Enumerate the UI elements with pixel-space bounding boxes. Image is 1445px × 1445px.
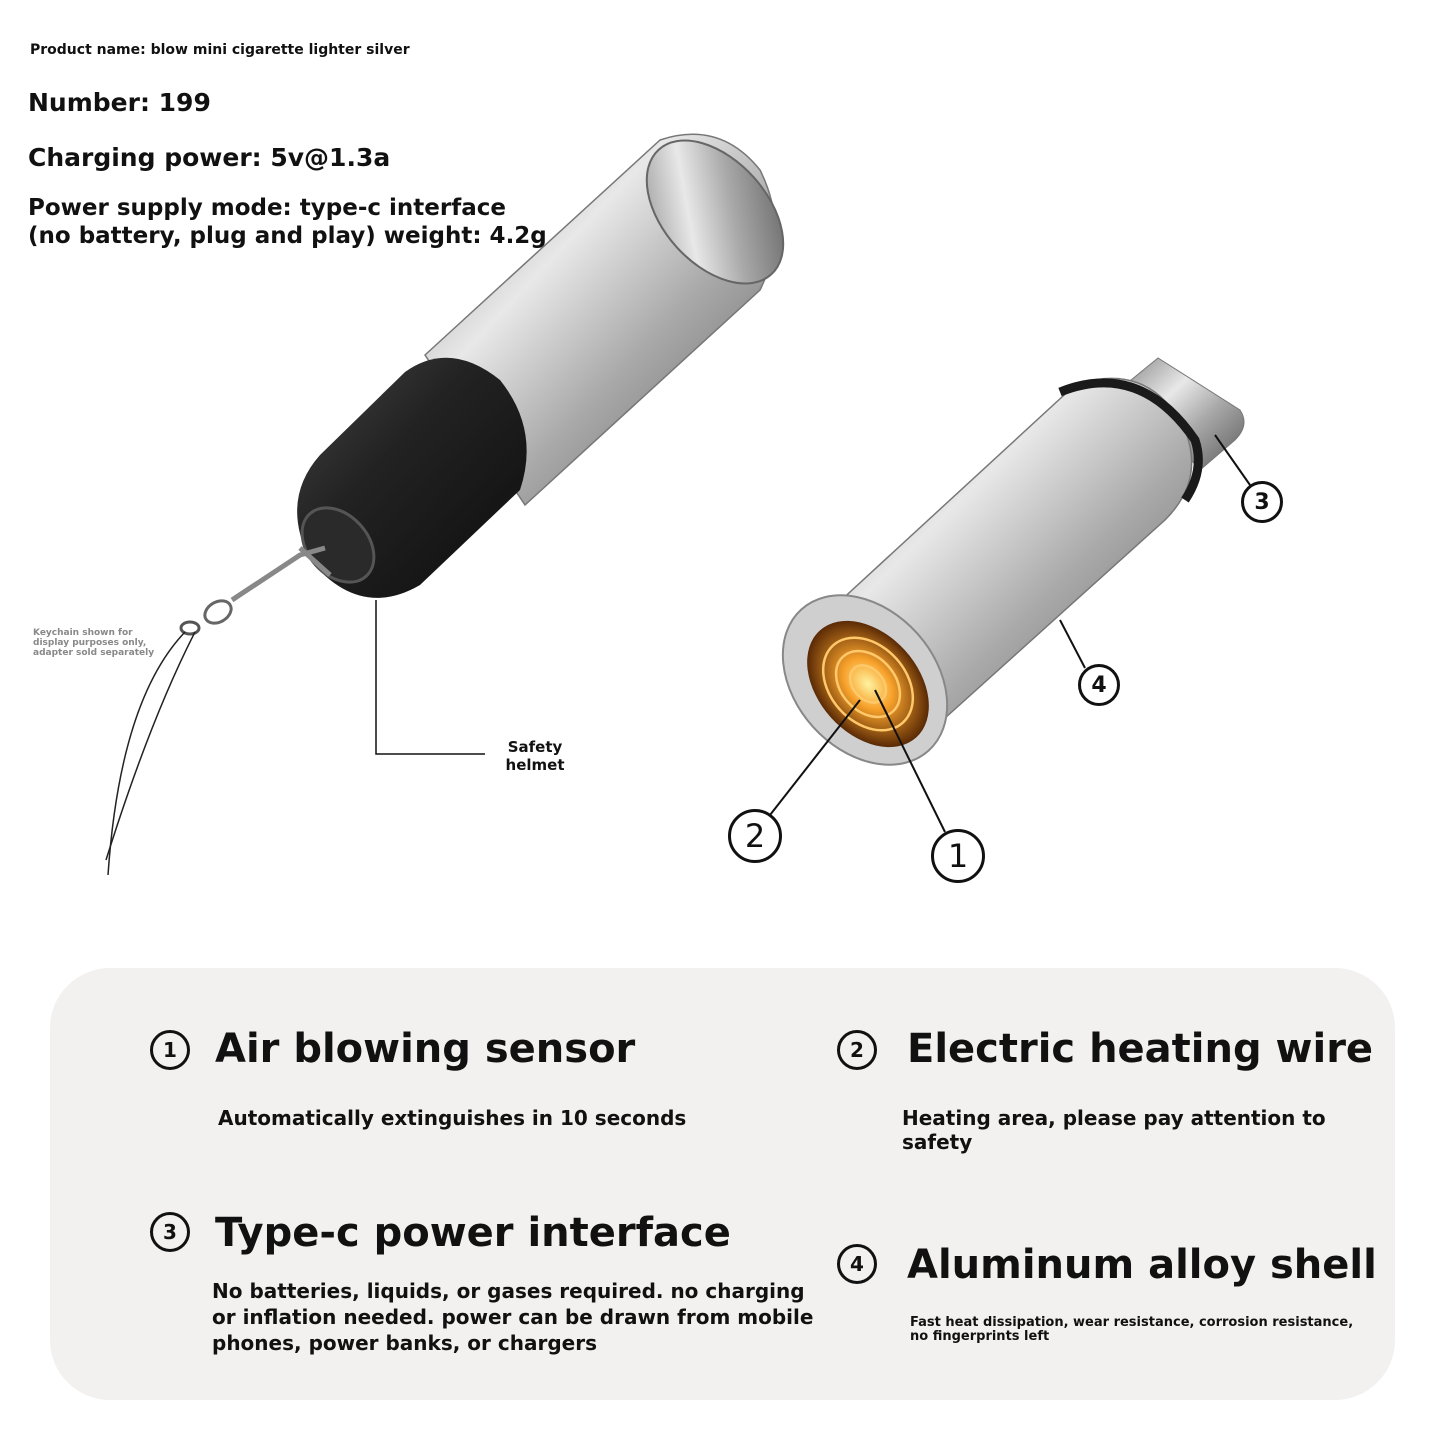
product-number: Number: 199 <box>28 88 211 117</box>
helmet-leader-line <box>376 600 485 754</box>
feature-1-title: Air blowing sensor <box>215 1026 636 1072</box>
feature-2-desc: Heating area, please pay attention to safety <box>902 1106 1326 1154</box>
lighter-open <box>749 358 1244 797</box>
charging-power: Charging power: 5v@1.3a <box>28 143 391 172</box>
feature-3-desc: No batteries, liquids, or gases required. no charging or inflation needed. power can be drawn from mobile phones, power banks, or chargers <box>212 1279 814 1355</box>
callout-3-badge: 3 <box>1241 481 1283 523</box>
product-name: Product name: blow mini cigarette lighter silver <box>30 42 410 58</box>
callout-4-badge: 4 <box>1078 664 1120 706</box>
feature-4-title: Aluminum alloy shell <box>907 1242 1377 1288</box>
feature-3-title: Type-c power interface <box>215 1210 731 1256</box>
features-panel <box>50 968 1395 1400</box>
callout-2-badge: 2 <box>728 809 782 863</box>
feature-4-desc: Fast heat dissipation, wear resistance, corrosion resistance, no fingerprints left <box>910 1315 1354 1344</box>
feature-2-number: 2 <box>837 1030 877 1070</box>
feature-4-number: 4 <box>837 1244 877 1284</box>
safety-helmet-label: Safety helmet <box>505 738 565 774</box>
feature-1-number: 1 <box>150 1030 190 1070</box>
keychain <box>106 548 330 875</box>
feature-2-title: Electric heating wire <box>907 1026 1374 1072</box>
power-supply-mode: Power supply mode: type-c interface (no battery, plug and play) weight: 4.2g <box>28 195 547 249</box>
keychain-disclaimer: Keychain shown for display purposes only, adapter sold separately <box>33 628 155 658</box>
feature-3-number: 3 <box>150 1212 190 1252</box>
callout-1-badge: 1 <box>931 829 985 883</box>
feature-1-desc: Automatically extinguishes in 10 seconds <box>218 1106 687 1130</box>
lighter-with-cap <box>288 115 810 598</box>
